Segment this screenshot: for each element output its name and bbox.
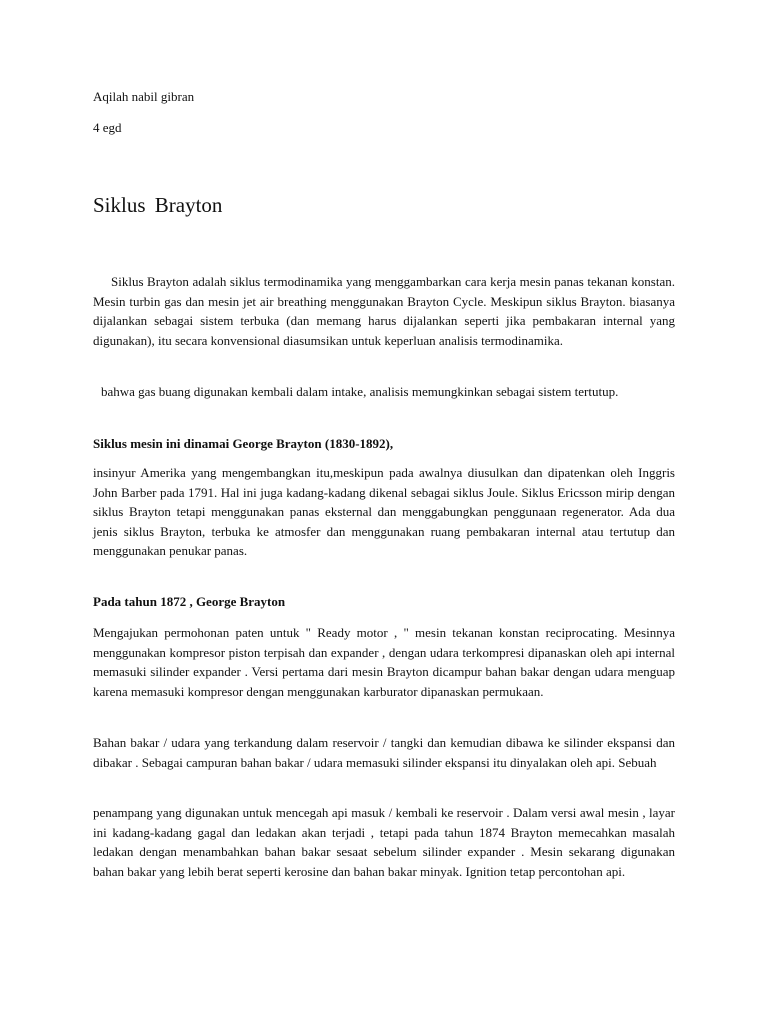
author-name: Aqilah nabil gibran	[93, 89, 195, 104]
paragraph-closed-system: bahwa gas buang digunakan kembali dalam intake, analisis memungkinkan sebagai sistem tertutup.	[101, 384, 619, 399]
document-page	[93, 0, 675, 1024]
paragraph-reservoir: Bahan bakar / udara yang terkandung dalam reservoir / tangki dan kemudian dibawa ke silinder ekspansi dan dibakar . Sebagai campuran bahan bakar / udara memasuki silinder ekspansi itu dinyalakan oleh api. Sebuah	[93, 735, 675, 770]
paragraph-screen: penampang yang digunakan untuk mencegah api masuk / kembali ke reservoir . Dalam versi awal mesin , layar ini kadang-kadang gagal dan ledakan akan terjadi , tetapi pada tahun 1874 Brayton memecahkan masalah ledakan dengan menambahkan bahan bakar sesaat sebelum silinder expander . Mesin sekarang digunakan bahan bakar yang lebih berat seperti kerosine dan bahan bakar minyak. Ignition tetap percontohan api.	[93, 805, 675, 879]
section-heading-1872: Pada tahun 1872 , George Brayton	[93, 594, 286, 609]
class-name: 4 egd	[93, 120, 122, 135]
paragraph-patent: Mengajukan permohonan paten untuk " Ready motor , " mesin tekanan konstan reciprocating. Mesinnya menggunakan kompresor piston terpisah dan expander , dengan udara terkompresi dipanaskan oleh api internal memasuki silinder expander . Versi pertama dari mesin Brayton dicampur bahan bakar dengan udara menguap karena memasuki kompresor dengan menggunakan karburator dipanaskan permukaan.	[93, 625, 675, 699]
paragraph-intro: Siklus Brayton adalah siklus termodinamika yang menggambarkan cara kerja mesin panas tekanan konstan. Mesin turbin gas dan mesin jet air breathing menggunakan Brayton Cycle. Meskipun siklus Brayton. biasanya dijalankan sebagai sistem terbuka (dan memang harus dijalankan seperti jika pembakaran internal yang digunakan), itu secara konvensional diasumsikan untuk keperluan analisis termodinamika.	[93, 274, 675, 348]
section-heading-george-brayton: Siklus mesin ini dinamai George Brayton (1830-1892),	[93, 436, 394, 451]
document-title: Siklus Brayton	[93, 193, 223, 217]
paragraph-history: insinyur Amerika yang mengembangkan itu,meskipun pada awalnya diusulkan dan dipatenkan oleh Inggris John Barber pada 1791. Hal ini juga kadang-kadang dikenal sebagai siklus Joule. Siklus Ericsson mirip dengan siklus Brayton tetapi menggunakan panas eksternal dan menggabungkan penggunaan regenerator. Ada dua jenis siklus Brayton, terbuka ke atmosfer dan menggunakan ruang pembakaran internal atau tertutup dan menggunakan penukar panas.	[93, 465, 675, 558]
